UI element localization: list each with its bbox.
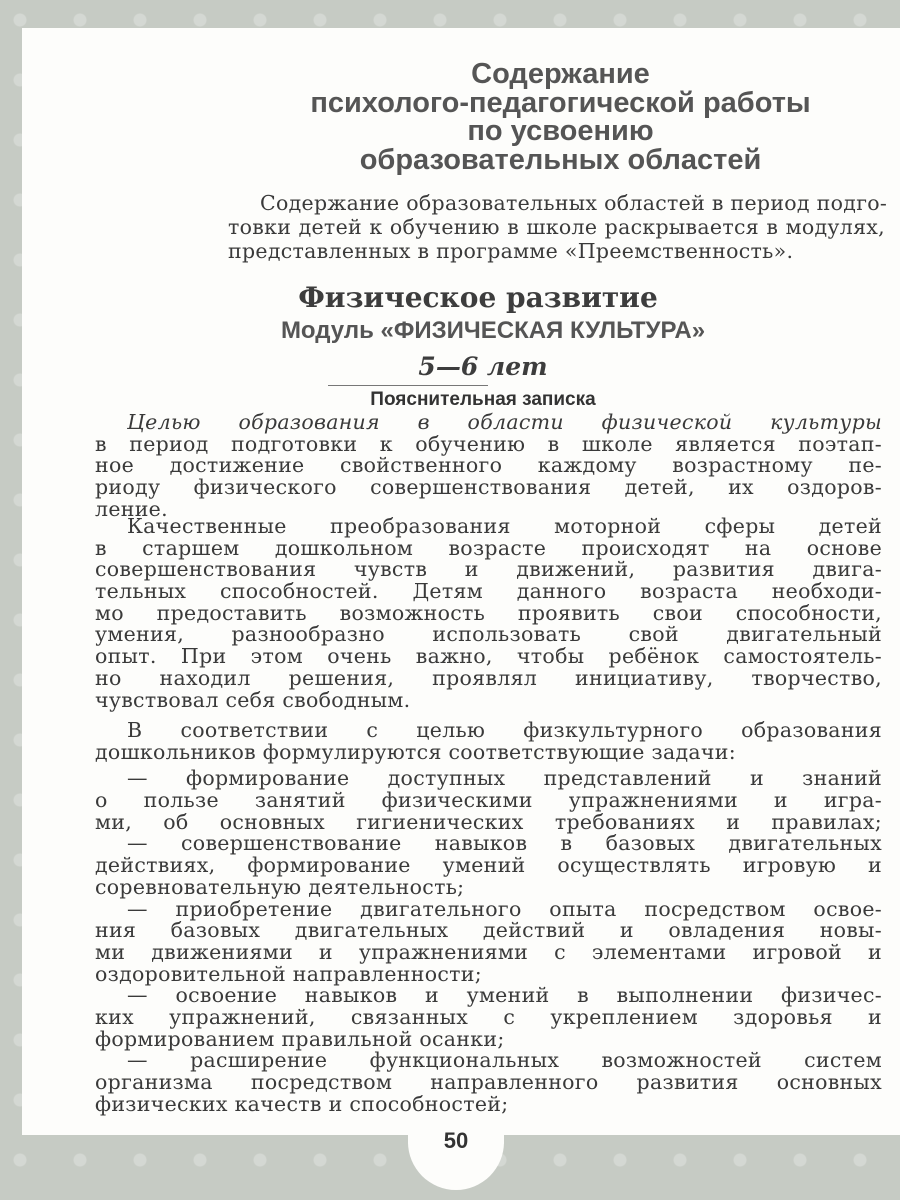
title-line: образовательных областей	[359, 143, 762, 176]
text-line: — освоение навыков и умений в выполнении физичес-	[127, 983, 882, 1008]
text-line: ми движениями и упражнениями с элементами игровой и	[95, 939, 882, 964]
text-line: организма посредством направленного развития основных	[95, 1070, 882, 1094]
paragraph-motor	[95, 516, 882, 711]
italic-lead: Целью образования в области физической культуры	[127, 410, 882, 434]
text-line: ких упражнений, связанных с укреплением здоровья и	[95, 1004, 882, 1029]
text-line: о пользе занятий физическими упражнениями и игра-	[95, 788, 882, 813]
text-line: соревновательную деятельность;	[95, 874, 465, 899]
text-line: формированием правильной осанки;	[95, 1026, 505, 1051]
text-line: умения, разнообразно использовать свой двигательный	[95, 622, 882, 647]
title-line: психолого-педагогической работы	[310, 86, 811, 119]
title-line: по усвоению	[467, 115, 654, 147]
text-line: ми, об основных гигиенических требованиях и правилах;	[95, 809, 882, 834]
page-number: 50	[443, 1128, 469, 1153]
text-line	[95, 412, 882, 434]
text-line: — приобретение двигательного опыта посредством освое-	[127, 896, 882, 921]
text-line: совершенствования чувств и движений, развития двига-	[95, 557, 882, 582]
text-line: чувствовал себя свободным.	[95, 687, 411, 712]
note-title: Пояснительная записка	[370, 389, 596, 410]
text-line: в старшем дошкольном возрасте происходят на основе	[95, 535, 882, 560]
text-line: риоду физического совершенствования детей, их оздоров-	[95, 475, 882, 500]
text-line: — расширение функциональных возможностей систем	[127, 1048, 882, 1073]
section-title: Физическое развитие	[298, 281, 658, 314]
text-line: представленных в программе «Преемственность».	[228, 239, 794, 263]
chapter-title	[228, 60, 893, 174]
text-line: В соответствии с целью физкультурного образования	[127, 718, 882, 742]
paragraph-tasks	[95, 720, 882, 1115]
text-line: Качественные преобразования моторной сферы детей	[127, 514, 882, 538]
text-line: опыт. При этом очень важно, чтобы ребёнок самостоятель-	[95, 644, 882, 669]
text-line: товки детей к обучению в школе раскрывается в модулях,	[228, 215, 885, 239]
text-line: ное достижение свойственного каждому возрастному пе-	[95, 453, 882, 478]
text-line: — совершенствование навыков в базовых двигательных	[127, 831, 882, 856]
age-range: 5—6 лет	[418, 352, 548, 381]
module-title: Модуль «ФИЗИЧЕСКАЯ КУЛЬТУРА»	[280, 317, 706, 344]
text-line: Содержание образовательных областей в период подго-	[260, 191, 888, 215]
text-line: ния базовых двигательных действий и овладения новы-	[95, 918, 882, 943]
text-line: но находил решения, проявлял инициативу, творчество,	[95, 665, 882, 690]
text-line: в период подготовки к обучению в школе является поэтап-	[95, 431, 882, 456]
divider	[328, 385, 488, 386]
text-line: ление.	[95, 496, 168, 521]
text-line: мо предоставить возможность проявить свои способности,	[95, 600, 882, 625]
intro-paragraph	[228, 191, 888, 263]
title-line: Содержание	[471, 58, 650, 90]
text-line: — формирование доступных представлений и знаний	[127, 766, 882, 791]
text-line: тельных способностей. Детям данного возраста необходи-	[95, 579, 882, 604]
text-line: физических качеств и способностей;	[95, 1091, 509, 1116]
text-line: действиях, формирование умений осуществлять игровую и	[95, 853, 882, 878]
paragraph-goal	[95, 412, 882, 520]
text-line: дошкольников формулируются соответствующие задачи:	[95, 739, 736, 764]
text-line: оздоровительной направленности;	[95, 961, 482, 986]
